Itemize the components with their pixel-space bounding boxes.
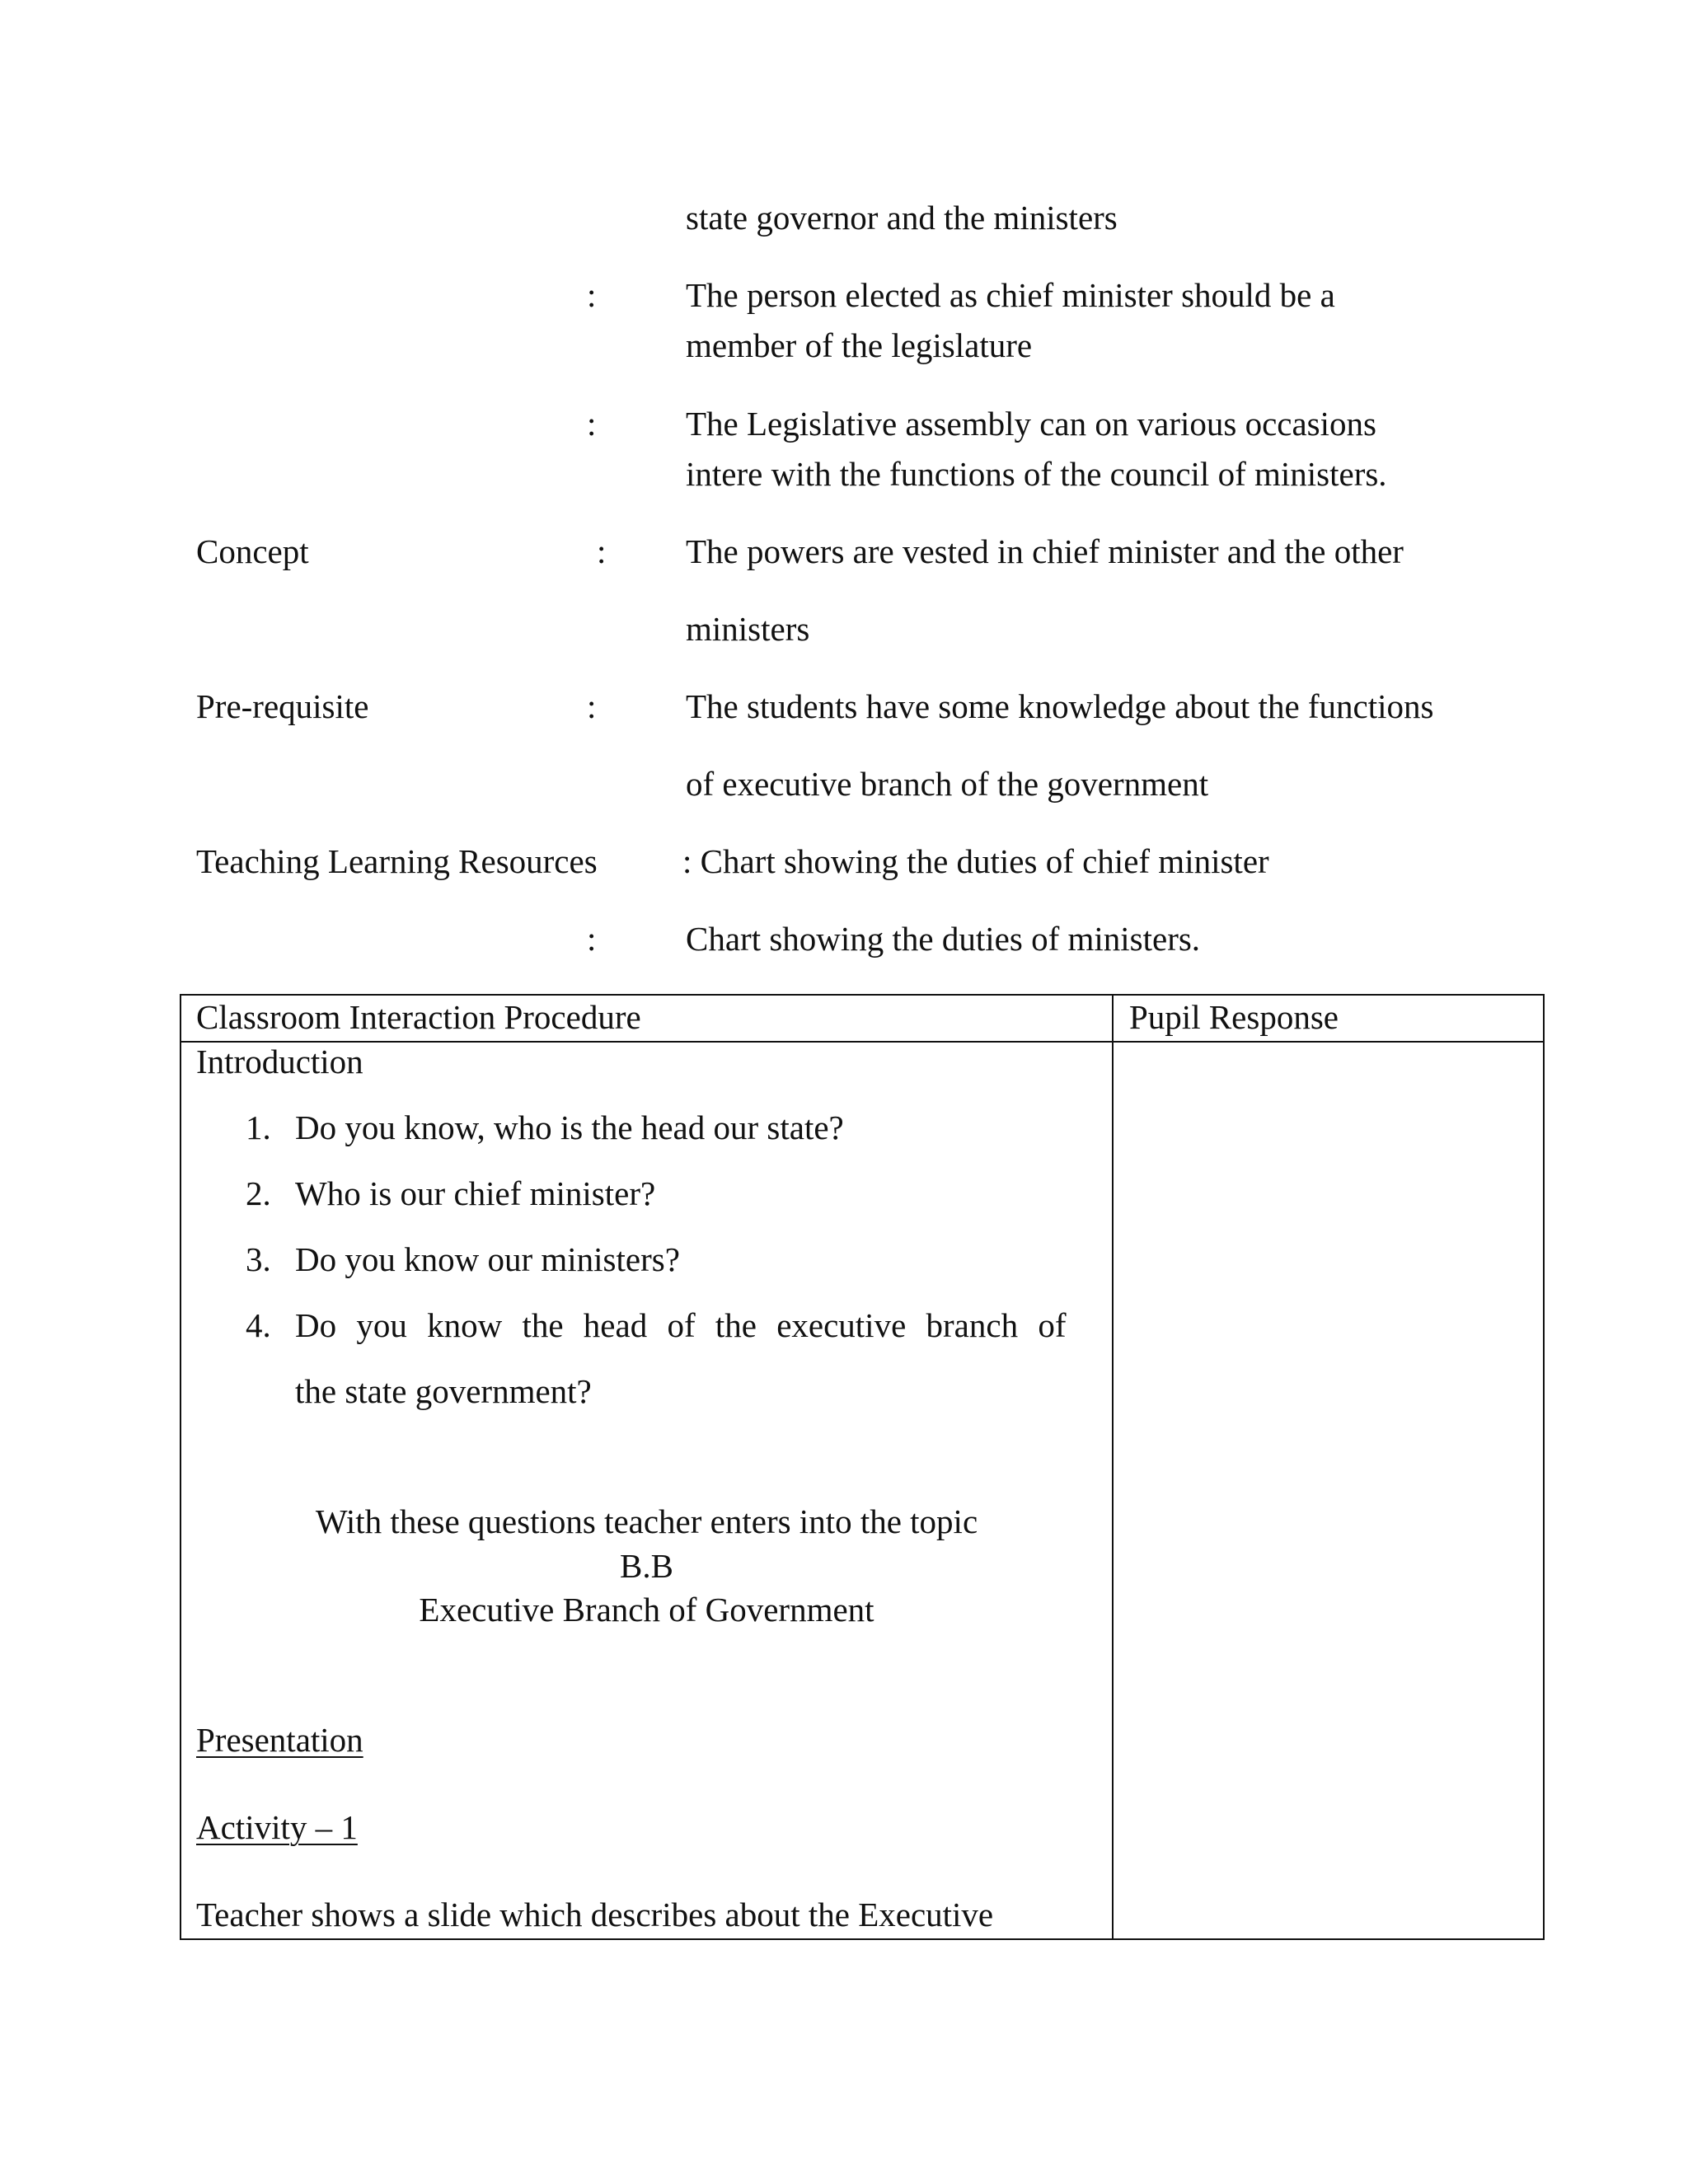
item3-colon: :	[587, 405, 597, 443]
header-divider	[181, 1041, 1543, 1043]
question-2	[246, 1174, 656, 1214]
resources-colon2: :	[587, 920, 597, 958]
item2-line2: member of the legislature	[686, 326, 1033, 364]
question-number: 4.	[246, 1306, 271, 1344]
prerequisite-colon: :	[587, 687, 597, 725]
question-3	[246, 1240, 680, 1280]
column-divider	[1112, 996, 1114, 1938]
item1-continuation: state governor and the ministers	[686, 199, 1118, 237]
prerequisite-line1: The students have some knowledge about the functions	[686, 687, 1434, 725]
question-number: 1.	[246, 1108, 271, 1146]
question-4-continuation: the state government?	[295, 1372, 592, 1410]
concept-colon: :	[597, 532, 607, 570]
question-text: Do you know the head of the executive branch of	[295, 1306, 1067, 1344]
presentation-heading: Presentation	[196, 1721, 363, 1759]
resources-label: Teaching Learning Resources	[196, 842, 598, 880]
item3-line2: intere with the functions of the council of ministers.	[686, 455, 1387, 493]
question-number: 2.	[246, 1174, 271, 1212]
question-1	[246, 1108, 844, 1148]
intro-heading: Introduction	[196, 1043, 363, 1080]
question-4	[246, 1305, 1067, 1346]
item2-colon: :	[587, 276, 597, 314]
prerequisite-label: Pre-requisite	[196, 687, 369, 725]
item2-line1: The person elected as chief minister should be a	[686, 276, 1335, 314]
question-text: Do you know our ministers?	[295, 1240, 680, 1278]
concept-line1: The powers are vested in chief minister and the other	[686, 532, 1404, 570]
resources-line1: : Chart showing the duties of chief minister	[682, 842, 1269, 880]
col2-header: Pupil Response	[1129, 998, 1339, 1036]
activity-text: Teacher shows a slide which describes about the Executive	[196, 1896, 994, 1933]
activity-heading: Activity – 1	[196, 1808, 358, 1846]
question-text: Who is our chief minister?	[295, 1174, 656, 1212]
item3-line1: The Legislative assembly can on various occasions	[686, 405, 1376, 443]
question-number: 3.	[246, 1240, 271, 1278]
concept-line2: ministers	[686, 610, 810, 648]
transition-text: With these questions teacher enters into the topic	[315, 1502, 978, 1540]
bb-label: B.B	[620, 1547, 673, 1585]
concept-label: Concept	[196, 532, 309, 570]
question-text: Do you know, who is the head our state?	[295, 1108, 844, 1146]
col1-header: Classroom Interaction Procedure	[196, 998, 641, 1036]
lesson-table	[180, 994, 1545, 1940]
bb-title: Executive Branch of Government	[419, 1591, 874, 1629]
prerequisite-line2: of executive branch of the government	[686, 765, 1209, 803]
resources-line2: Chart showing the duties of ministers.	[686, 920, 1201, 958]
